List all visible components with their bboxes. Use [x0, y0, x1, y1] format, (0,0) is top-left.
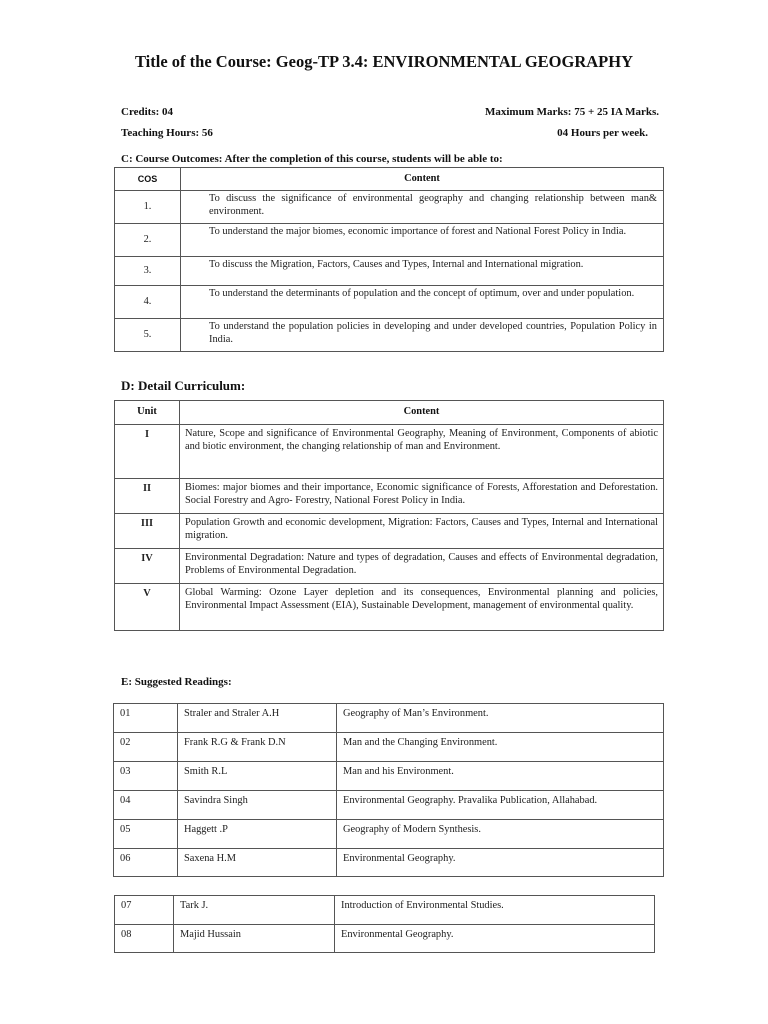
reading-number: 03	[114, 762, 178, 791]
table-row	[115, 224, 664, 257]
max-marks-label: Maximum Marks: 75 + 25 IA Marks.	[484, 106, 659, 118]
column-header-unit: Unit	[115, 401, 180, 425]
reading-number: 04	[114, 791, 178, 820]
table-row	[115, 257, 664, 286]
unit-content: Global Warming: Ozone Layer depletion and its consequences, Environmental planning and policies, Environmental Impact Assessment (EIA), Sustainable Development, management of environmental quality.	[180, 584, 664, 631]
table-row	[114, 704, 664, 733]
cos-number: 4.	[115, 286, 181, 319]
cos-content: To understand the population policies in developing and under developed countries, Population Policy in India.	[181, 319, 664, 352]
unit-content: Biomes: major biomes and their importance, Economic significance of Forests, Afforestation and Deforestation. Social Forestry and Agro- Forestry, National Forest Policy in India.	[180, 479, 664, 514]
reading-title: Man and his Environment.	[337, 762, 664, 791]
reading-number: 08	[115, 925, 174, 953]
unit-number: IV	[115, 549, 180, 584]
course-outcomes-table	[114, 167, 664, 352]
unit-content: Nature, Scope and significance of Environmental Geography, Meaning of Environment, Components of abiotic and biotic environment, the changing relationship of man and Environment.	[180, 425, 664, 479]
suggested-readings-table-continued	[114, 895, 655, 953]
reading-author: Majid Hussain	[174, 925, 335, 953]
suggested-readings-heading: E: Suggested Readings:	[121, 676, 232, 688]
table-row	[114, 849, 664, 877]
table-row	[115, 549, 664, 584]
table-row	[115, 479, 664, 514]
table-header-row	[115, 168, 664, 191]
table-row	[115, 425, 664, 479]
table-row	[115, 286, 664, 319]
reading-author: Savindra Singh	[178, 791, 337, 820]
table-row	[114, 733, 664, 762]
reading-author: Smith R.L	[178, 762, 337, 791]
unit-number: II	[115, 479, 180, 514]
table-row	[115, 191, 664, 224]
detail-curriculum-heading: D: Detail Curriculum:	[121, 378, 246, 393]
column-header-content: Content	[181, 168, 664, 191]
cos-number: 2.	[115, 224, 181, 257]
reading-number: 05	[114, 820, 178, 849]
unit-number: I	[115, 425, 180, 479]
reading-number: 06	[114, 849, 178, 877]
reading-author: Frank R.G & Frank D.N	[178, 733, 337, 762]
credits-label: Credits: 04	[121, 106, 174, 118]
table-row	[115, 925, 655, 953]
cos-number: 5.	[115, 319, 181, 352]
table-row	[114, 820, 664, 849]
reading-author: Saxena H.M	[178, 849, 337, 877]
cos-content: To understand the determinants of population and the concept of optimum, over and under population.	[181, 286, 664, 319]
cos-content: To understand the major biomes, economic importance of forest and National Forest Policy in India.	[181, 224, 664, 257]
detail-curriculum-table	[114, 400, 664, 631]
suggested-readings-table	[113, 703, 664, 877]
unit-content: Environmental Degradation: Nature and types of degradation, Causes and effects of Environmental degradation, Problems of Environmental Degradation.	[180, 549, 664, 584]
reading-title: Man and the Changing Environment.	[337, 733, 664, 762]
table-row	[115, 896, 655, 925]
column-header-content: Content	[180, 401, 664, 425]
table-header-row	[115, 401, 664, 425]
reading-title: Geography of Man’s Environment.	[337, 704, 664, 733]
cos-number: 1.	[115, 191, 181, 224]
course-outcomes-heading: C: Course Outcomes: After the completion of this course, students will be able to:	[121, 153, 503, 165]
unit-number: V	[115, 584, 180, 631]
unit-number: III	[115, 514, 180, 549]
reading-number: 01	[114, 704, 178, 733]
table-row	[114, 762, 664, 791]
table-row	[115, 514, 664, 549]
cos-number: 3.	[115, 257, 181, 286]
reading-number: 07	[115, 896, 174, 925]
reading-author: Haggett .P	[178, 820, 337, 849]
reading-title: Environmental Geography. Pravalika Publication, Allahabad.	[337, 791, 664, 820]
page-title: Title of the Course: Geog-TP 3.4: ENVIRONMENTAL GEOGRAPHY	[134, 52, 634, 71]
reading-number: 02	[114, 733, 178, 762]
table-row	[114, 791, 664, 820]
unit-content: Population Growth and economic development, Migration: Factors, Causes and Types, Internal and International migration.	[180, 514, 664, 549]
cos-content: To discuss the Migration, Factors, Causes and Types, Internal and International migration.	[181, 257, 664, 286]
cos-content: To discuss the significance of environmental geography and changing relationship between man& environment.	[181, 191, 664, 224]
reading-author: Tark J.	[174, 896, 335, 925]
table-row	[115, 584, 664, 631]
table-row	[115, 319, 664, 352]
reading-title: Geography of Modern Synthesis.	[337, 820, 664, 849]
column-header-cos: COS	[115, 168, 181, 191]
reading-author: Straler and Straler A.H	[178, 704, 337, 733]
reading-title: Introduction of Environmental Studies.	[335, 896, 655, 925]
reading-title: Environmental Geography.	[337, 849, 664, 877]
hours-per-week-label: 04 Hours per week.	[557, 127, 648, 139]
teaching-hours-label: Teaching Hours: 56	[121, 127, 213, 139]
reading-title: Environmental Geography.	[335, 925, 655, 953]
